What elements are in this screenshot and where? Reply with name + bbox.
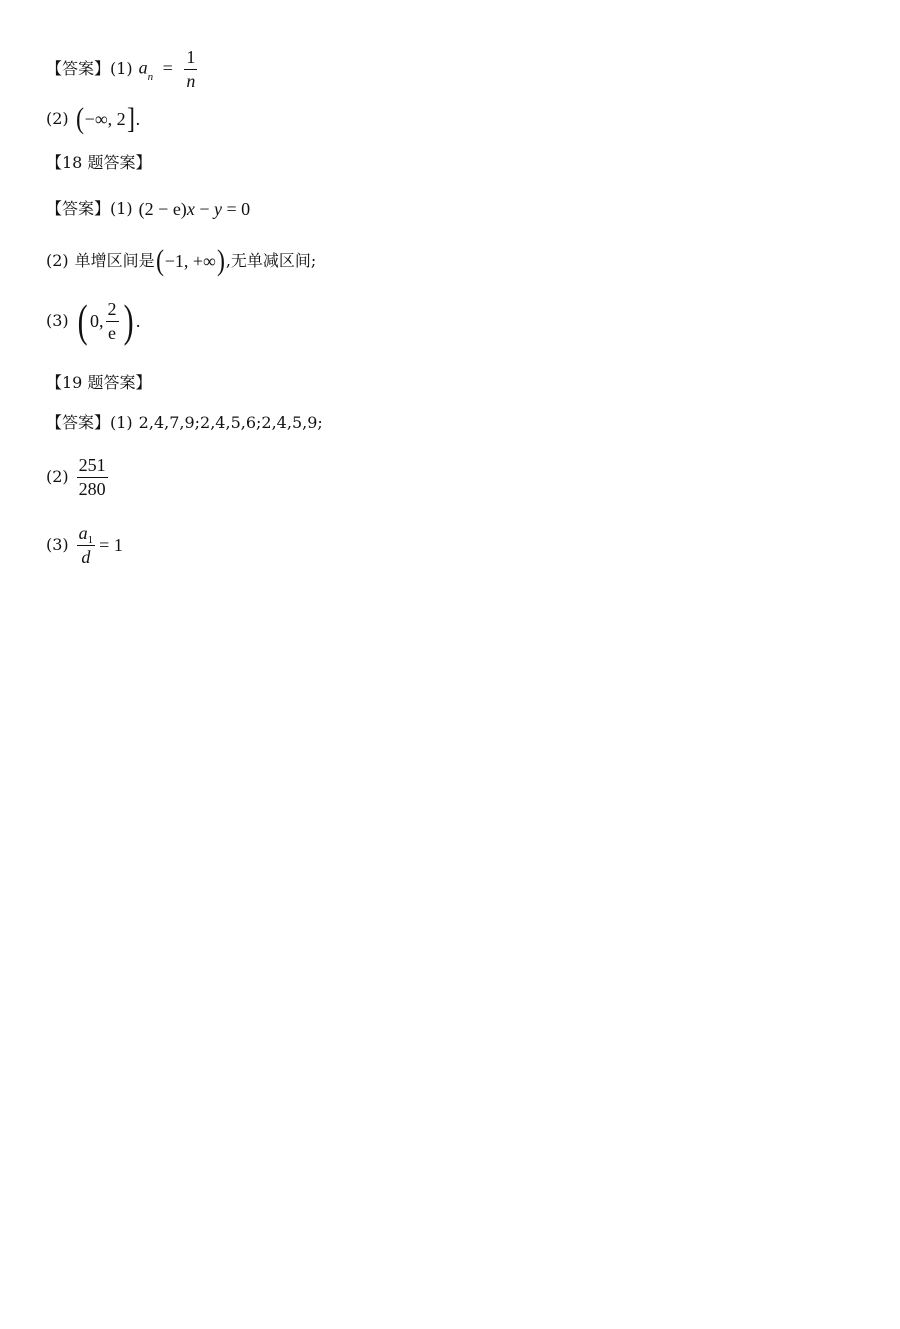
q18-3-fraction xyxy=(106,300,119,343)
q19-heading-text: 【19 题答案】 xyxy=(46,373,152,392)
q18-answer-3-prefix: (3) xyxy=(46,311,69,330)
q19-3-equals-one: = 1 xyxy=(99,535,123,556)
q19-answer-2-prefix: (2) xyxy=(46,467,69,487)
q18-interval-body: −1, +∞ xyxy=(164,251,216,271)
q18-answer-2 xyxy=(46,246,316,276)
q18-heading xyxy=(46,155,151,171)
q19-3-a-symbol: a xyxy=(78,523,88,543)
q17-open-paren: ( xyxy=(75,102,84,135)
q19-answer-1-prefix: 【答案】(1) xyxy=(46,413,133,432)
q18-answer-3-interval xyxy=(75,295,141,346)
q18-answer-3 xyxy=(46,295,141,346)
q18-close-paren: ) xyxy=(216,244,225,277)
q19-answer-1-text: 2,4,7,9;2,4,5,6;2,4,5,9; xyxy=(138,413,323,432)
q18-3-fraction-numerator: 2 xyxy=(107,298,117,319)
q17-fraction-numerator: 1 xyxy=(186,47,196,67)
q17-n-subscript: n xyxy=(147,70,154,83)
q17-answer-1-formula xyxy=(139,48,200,91)
q18-expr-coef: (2 − e) xyxy=(138,199,187,219)
q18-answer-1-prefix: 【答案】(1) xyxy=(46,199,133,218)
q17-answer-2-interval xyxy=(75,104,140,134)
q17-a-symbol: a xyxy=(138,57,148,78)
q17-answer-2 xyxy=(46,104,140,134)
q18-3-close-paren: ) xyxy=(123,295,134,346)
q18-answer-2-text-b: ,无单减区间; xyxy=(225,251,317,270)
q19-answer-2-formula xyxy=(75,456,110,499)
q18-expr-rest: = 0 xyxy=(221,199,251,219)
q17-fraction xyxy=(184,48,197,91)
q17-answer-1-prefix: 【答案】(1) xyxy=(46,59,133,79)
q19-3-fraction xyxy=(77,524,96,567)
q19-2-fraction-numerator: 251 xyxy=(78,455,106,475)
q17-fraction-denominator: n xyxy=(186,70,196,91)
q17-interval-body: −∞, 2 xyxy=(84,109,126,129)
q17-equals: = xyxy=(162,57,173,78)
q18-answer-2-prefix: (2) xyxy=(46,251,69,270)
q18-3-fraction-denominator: e xyxy=(108,322,116,343)
q17-answer-2-prefix: (2) xyxy=(46,109,69,128)
q19-answer-3-prefix: (3) xyxy=(46,535,69,555)
q19-answer-3-formula xyxy=(75,524,123,567)
q18-3-open-paren: ( xyxy=(77,295,88,346)
q18-expr-y: y xyxy=(213,199,222,219)
q18-open-paren: ( xyxy=(155,244,164,277)
q19-3-a-subscript: 1 xyxy=(87,534,94,546)
q19-3-fraction-numerator xyxy=(77,524,96,545)
q18-expr-minus: − xyxy=(194,199,214,219)
q18-heading-text: 【18 题答案】 xyxy=(46,153,152,172)
q19-heading xyxy=(46,375,151,391)
q17-period: . xyxy=(135,109,141,129)
q19-2-fraction-denominator: 280 xyxy=(78,478,106,499)
q17-answer-1 xyxy=(46,48,199,91)
q19-3-fraction-denominator: d xyxy=(81,546,91,567)
q19-answer-3 xyxy=(46,524,123,567)
q19-answer-2 xyxy=(46,456,110,499)
q19-2-fraction xyxy=(77,456,108,499)
q18-answer-1-formula xyxy=(139,200,250,218)
q17-close-bracket: ] xyxy=(126,102,135,135)
q18-answer-1 xyxy=(46,200,250,218)
q18-answer-2-text-a: 单增区间是 xyxy=(74,251,155,270)
q18-3-zero: 0, xyxy=(90,311,104,331)
q19-answer-1 xyxy=(46,415,323,431)
q18-3-period: . xyxy=(135,311,141,331)
q18-answer-2-interval xyxy=(155,246,226,276)
q18-expr-x: x xyxy=(186,199,195,219)
